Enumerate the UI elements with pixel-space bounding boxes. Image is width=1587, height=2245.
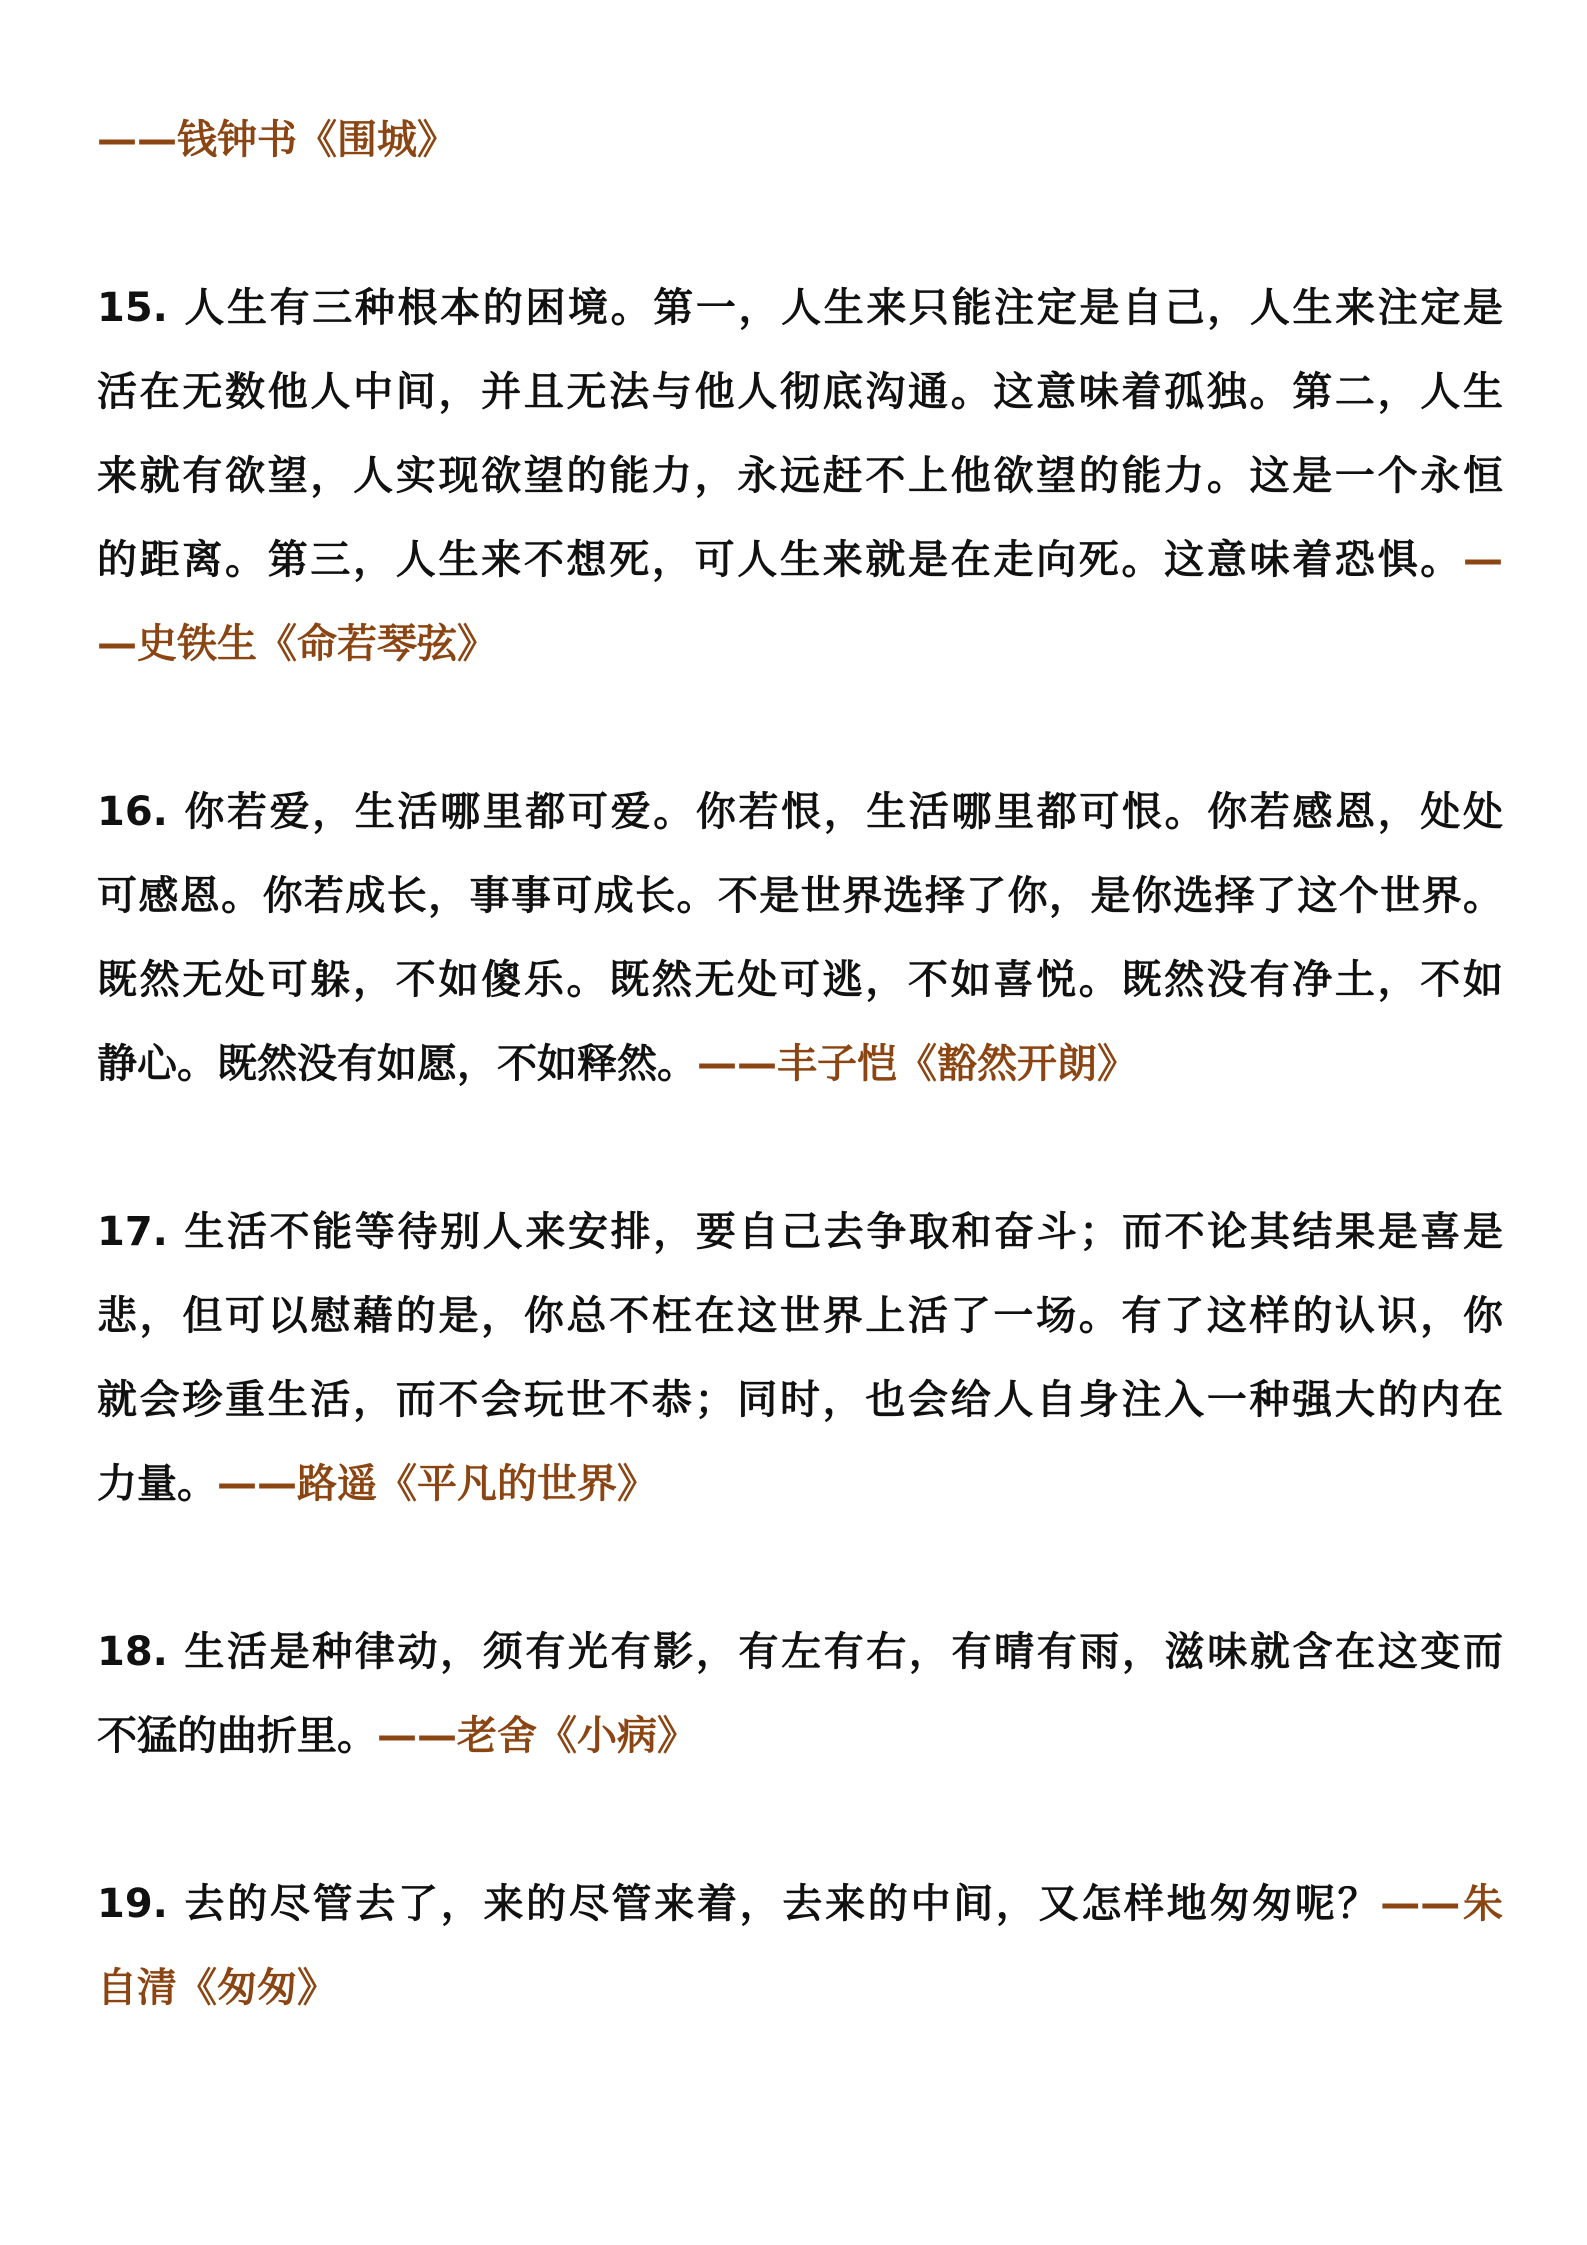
quote-text: 来就有欲望，人实现欲望的能力，永远赶不上他欲望的能力。这是一个永恒	[97, 453, 1503, 499]
quote-text: 既然无处可躲，不如傻乐。既然无处可逃，不如喜悦。既然没有净土，不如	[97, 957, 1503, 1003]
quote-paragraph	[97, 1610, 1503, 1778]
quote-text: 就会珍重生活，而不会玩世不恭；同时，也会给人自身注入一种强大的内在	[97, 1377, 1503, 1423]
quote-text: 16. 你若爱，生活哪里都可爱。你若恨，生活哪里都可恨。你若感恩，处处	[97, 789, 1503, 835]
quote-text: 力量。	[97, 1461, 217, 1507]
text-line	[97, 938, 1503, 1022]
quote-document	[97, 98, 1503, 2114]
text-line	[97, 1190, 1503, 1274]
quote-source: —	[1463, 537, 1503, 583]
quote-text: 15. 人生有三种根本的困境。第一，人生来只能注定是自己，人生来注定是	[97, 285, 1503, 331]
quote-text: 18. 生活是种律动，须有光有影，有左有右，有晴有雨，滋味就含在这变而	[97, 1629, 1503, 1675]
quote-paragraph	[97, 770, 1503, 1106]
quote-source: —史铁生《命若琴弦》	[97, 621, 497, 667]
text-line	[97, 1862, 1503, 1946]
text-line	[97, 434, 1503, 518]
text-line	[97, 1358, 1503, 1442]
text-line	[97, 1022, 1503, 1106]
quote-text: 19. 去的尽管去了，来的尽管来着，去来的中间，又怎样地匆匆呢？	[97, 1881, 1381, 1927]
quote-paragraph	[97, 98, 1503, 182]
quote-text: 活在无数他人中间，并且无法与他人彻底沟通。这意味着孤独。第二，人生	[97, 369, 1503, 415]
text-line	[97, 350, 1503, 434]
quote-source: ——朱	[1380, 1881, 1503, 1927]
quote-source: ——钱钟书《围城》	[97, 117, 457, 163]
quote-source: 自清《匆匆》	[97, 1965, 337, 2011]
quote-source: ——路遥《平凡的世界》	[217, 1461, 657, 1507]
text-line	[97, 1694, 1503, 1778]
quote-source: ——丰子恺《豁然开朗》	[697, 1041, 1137, 1087]
quote-text: 17. 生活不能等待别人来安排，要自己去争取和奋斗；而不论其结果是喜是	[97, 1209, 1503, 1255]
text-line	[97, 854, 1503, 938]
quote-text: 可感恩。你若成长，事事可成长。不是世界选择了你，是你选择了这个世界。	[97, 873, 1503, 919]
quote-paragraph	[97, 266, 1503, 686]
quote-text: 静心。既然没有如愿，不如释然。	[97, 1041, 697, 1087]
quote-text: 不猛的曲折里。	[97, 1713, 377, 1759]
text-line	[97, 1946, 1503, 2030]
quote-text: 的距离。第三，人生来不想死，可人生来就是在走向死。这意味着恐惧。	[97, 537, 1463, 583]
text-line	[97, 770, 1503, 854]
text-line	[97, 1442, 1503, 1526]
text-line	[97, 1610, 1503, 1694]
quote-text: 悲，但可以慰藉的是，你总不枉在这世界上活了一场。有了这样的认识，你	[97, 1293, 1503, 1339]
quote-paragraph	[97, 1862, 1503, 2030]
text-line	[97, 1274, 1503, 1358]
text-line	[97, 518, 1503, 602]
quote-paragraph	[97, 1190, 1503, 1526]
text-line	[97, 602, 1503, 686]
quote-source: ——老舍《小病》	[377, 1713, 697, 1759]
text-line	[97, 98, 1503, 182]
text-line	[97, 266, 1503, 350]
